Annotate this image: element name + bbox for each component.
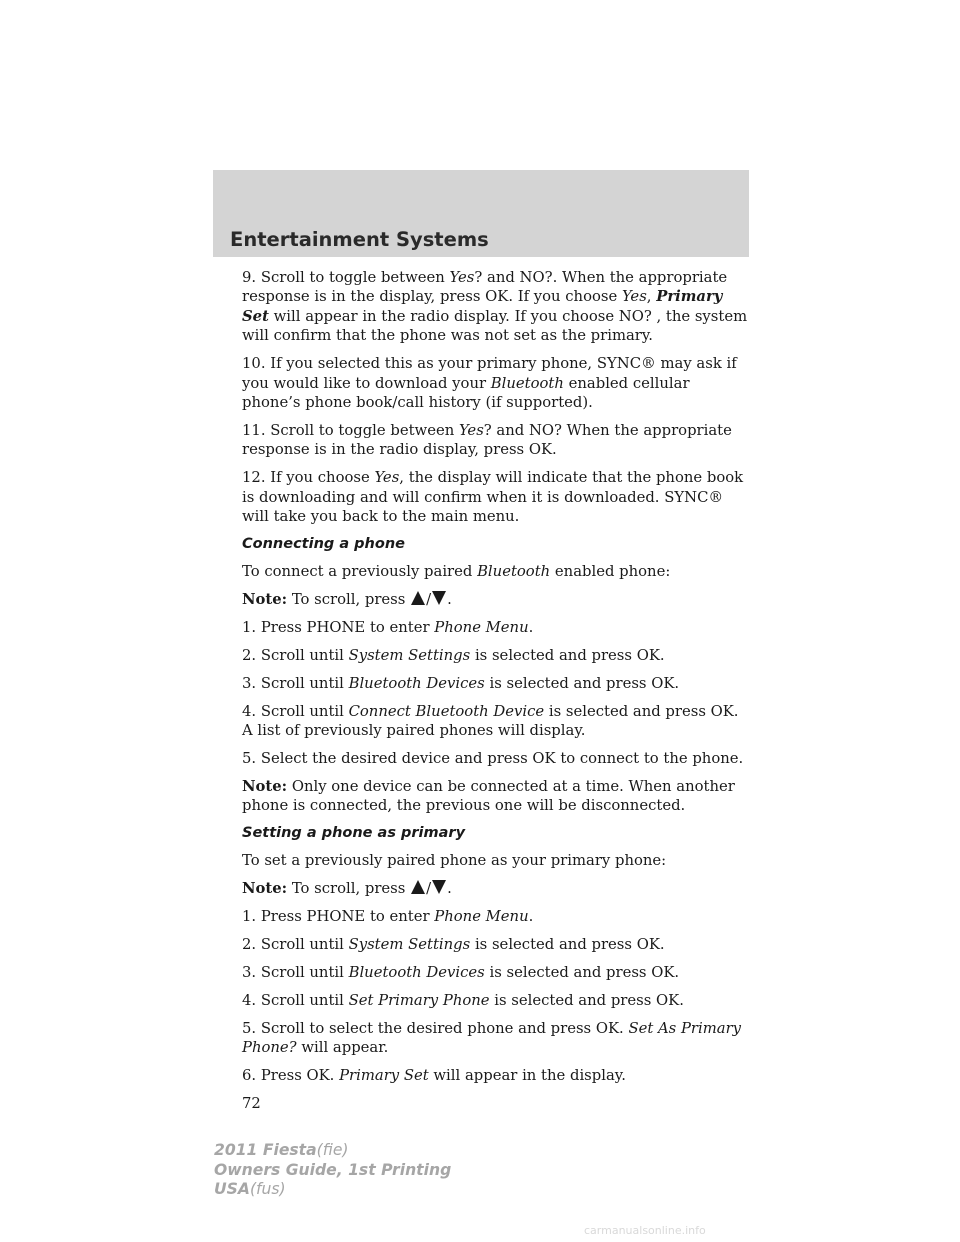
primary-step-4: 4. Scroll until Set Primary Phone is selected and press OK. xyxy=(242,991,684,1009)
primary-step-1: 1. Press PHONE to enter Phone Menu. xyxy=(242,907,534,925)
footer-guide-line: Owners Guide, 1st Printing xyxy=(214,1160,452,1179)
primary-intro: To set a previously paired phone as your primary phone: xyxy=(242,851,667,869)
heading-connecting-a-phone: Connecting a phone xyxy=(242,536,405,553)
scroll-up-arrow-icon xyxy=(411,880,425,894)
connecting-step-1: 1. Press PHONE to enter Phone Menu. xyxy=(242,618,534,636)
scroll-down-arrow-icon xyxy=(432,880,446,894)
step-9: 9. Scroll to toggle between Yes? and NO?. When the appropriate response is in the display, press OK. If you choose Yes, Primary Set will appear in the radio display. If you choose NO? , the system will confirm that the phone was not set as the primary. xyxy=(242,269,748,345)
section-title: Entertainment Systems xyxy=(230,228,489,251)
step-11: 11. Scroll to toggle between Yes? and NO? When the appropriate response is in the radio display, press OK. xyxy=(242,422,732,459)
connecting-intro: To connect a previously paired Bluetooth enabled phone: xyxy=(242,562,671,580)
page-content xyxy=(242,268,750,1114)
heading-setting-primary: Setting a phone as primary xyxy=(242,825,466,842)
step-10: 10. If you selected this as your primary phone, SYNC® may ask if you would like to download your Bluetooth enabled cellular phone’s phone book/call history (if supported). xyxy=(242,355,737,412)
connecting-step-2: 2. Scroll until System Settings is selected and press OK. xyxy=(242,646,665,664)
primary-step-3: 3. Scroll until Bluetooth Devices is selected and press OK. xyxy=(242,963,680,981)
connecting-step-4: 4. Scroll until Connect Bluetooth Device is selected and press OK. A list of previously paired phones will display. xyxy=(242,702,739,740)
connecting-note-scroll: Note: To scroll, press / . xyxy=(242,590,452,608)
print-footer xyxy=(214,1141,451,1200)
footer-region-line: USA(fus) xyxy=(214,1180,286,1198)
primary-note-scroll: Note: To scroll, press / . xyxy=(242,879,452,897)
primary-step-5: 5. Scroll to select the desired phone and press OK. Set As Primary Phone? will appear. xyxy=(242,1019,742,1057)
connecting-step-5: 5. Select the desired device and press OK to connect to the phone. xyxy=(242,750,744,768)
footer-model-line: 2011 Fiesta(fie) xyxy=(214,1141,349,1159)
connecting-step-3: 3. Scroll until Bluetooth Devices is selected and press OK. xyxy=(242,674,680,692)
connecting-note-one-device: Note: Only one device can be connected at a time. When another phone is connected, the previous one will be disconnected. xyxy=(242,778,735,815)
step-12: 12. If you choose Yes, the display will indicate that the phone book is downloading and will confirm when it is downloaded. SYNC® will take you back to the main menu. xyxy=(242,469,744,526)
watermark: carmanualsonline.info xyxy=(584,1224,706,1237)
scroll-up-arrow-icon xyxy=(411,591,425,605)
scroll-down-arrow-icon xyxy=(432,591,446,605)
page-number: 72 xyxy=(242,1095,261,1113)
primary-step-6: 6. Press OK. Primary Set will appear in the display. xyxy=(242,1067,626,1085)
primary-step-2: 2. Scroll until System Settings is selected and press OK. xyxy=(242,935,665,953)
